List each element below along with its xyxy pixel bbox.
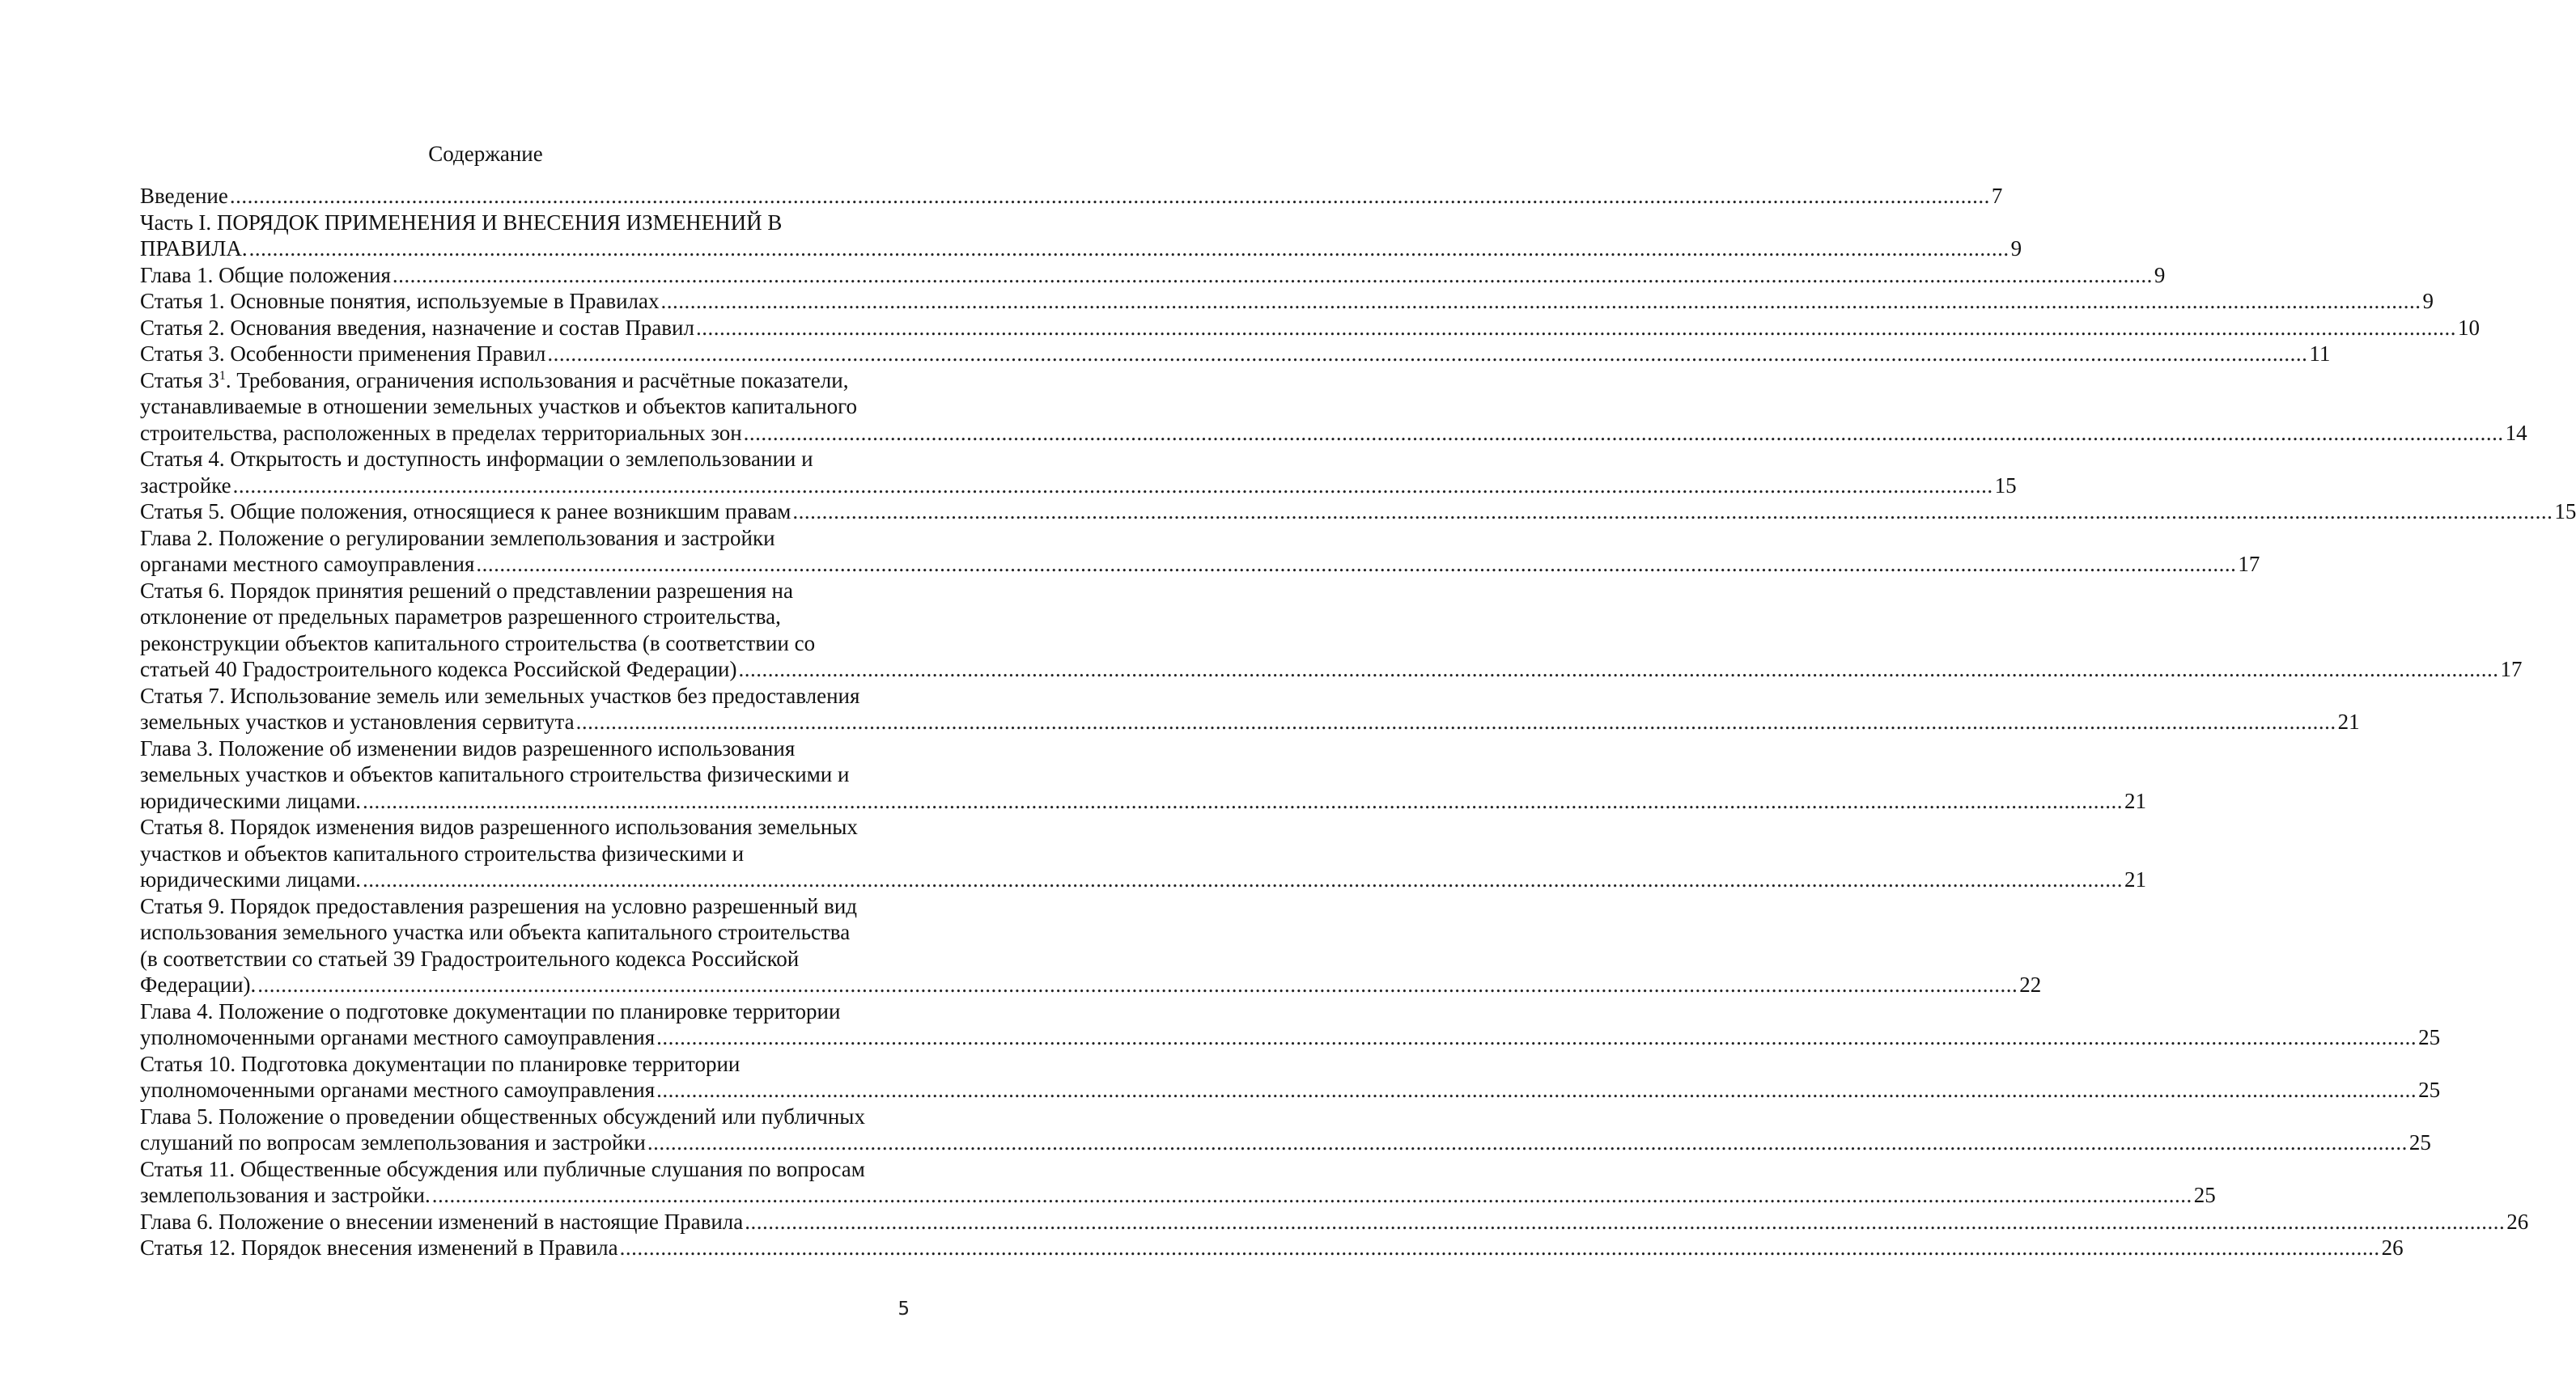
dot-leader: ............................................................................................................................................................................................................................................................................................................ bbox=[392, 262, 2153, 287]
toc-entry-last-line bbox=[140, 420, 2527, 447]
toc-page-number: 26 bbox=[2381, 1235, 2404, 1260]
toc-page-number: 25 bbox=[2408, 1130, 2431, 1155]
toc-entry-text: Глава 1. Общие положения bbox=[140, 262, 391, 287]
toc-entry-text: Статья 3. Особенности применения Правил bbox=[140, 341, 546, 366]
toc-entry-text: ПРАВИЛА. bbox=[140, 236, 248, 261]
toc-entry-line: Статья 9. Порядок предоставления разрешения на условно разрешенный вид bbox=[140, 893, 858, 918]
dot-leader: ............................................................................................................................................................................................................................................................................................................ bbox=[363, 867, 2124, 892]
toc-entry-line: Глава 5. Положение о проведении общественных обсуждений или публичных bbox=[140, 1104, 865, 1129]
toc-entry-text: Введение bbox=[140, 184, 228, 208]
toc-entry bbox=[140, 210, 2022, 262]
toc-entry-line: отклонение от предельных параметров разрешенного строительства, bbox=[140, 604, 781, 629]
toc-page-number: 25 bbox=[2418, 1078, 2441, 1102]
toc-entry-text: землепользования и застройки. bbox=[140, 1183, 431, 1207]
toc-entry-last-line bbox=[140, 315, 2480, 341]
dot-leader: ............................................................................................................................................................................................................................................................................................................ bbox=[619, 1235, 2380, 1260]
dot-leader: ............................................................................................................................................................................................................................................................................................................ bbox=[743, 420, 2504, 445]
toc-entry-last-line bbox=[140, 288, 2434, 315]
toc-entry bbox=[140, 1051, 2441, 1104]
toc-entry-last-line bbox=[140, 1182, 2216, 1209]
toc-entry-text: Глава 6. Положение о внесении изменений в настоящие Правила bbox=[140, 1209, 744, 1234]
dot-leader: ............................................................................................................................................................................................................................................................................................................ bbox=[656, 1078, 2417, 1102]
toc-entry-line: Статья 8. Порядок изменения видов разрешенного использования земельных bbox=[140, 815, 858, 839]
toc-entry-last-line bbox=[140, 183, 2003, 210]
toc-entry-line: Статья 10. Подготовка документации по планировке территории bbox=[140, 1051, 741, 1076]
toc-page-number: 10 bbox=[2457, 315, 2480, 340]
toc-entry-line: Статья 6. Порядок принятия решений о представлении разрешения на bbox=[140, 578, 793, 603]
toc-page-number: 15 bbox=[2554, 499, 2576, 523]
dot-leader: ............................................................................................................................................................................................................................................................................................................ bbox=[738, 657, 2499, 681]
toc-entry bbox=[140, 578, 2523, 683]
toc-entry-last-line bbox=[140, 341, 2331, 367]
toc-entry bbox=[140, 288, 2434, 315]
toc-page-number: 9 bbox=[2422, 289, 2434, 313]
toc-entry-last-line bbox=[140, 867, 2147, 893]
toc-entry-line: Глава 3. Положение об изменении видов разрешенного использования bbox=[140, 735, 796, 761]
toc-entry-last-line bbox=[140, 1077, 2441, 1104]
dot-leader: ............................................................................................................................................................................................................................................................................................................ bbox=[257, 973, 2018, 997]
toc-entry-line: использования земельного участка или объекта капитального строительства bbox=[140, 920, 851, 944]
toc-page-number: 9 bbox=[2010, 236, 2022, 261]
toc-entry-text: уполномоченными органами местного самоуправления bbox=[140, 1078, 656, 1102]
toc-entry-line: Статья 7. Использование земель или земельных участков без предоставления bbox=[140, 683, 860, 708]
toc-entry bbox=[140, 446, 2017, 498]
dot-leader: ............................................................................................................................................................................................................................................................................................................ bbox=[792, 499, 2553, 523]
toc-page-number: 17 bbox=[2238, 552, 2260, 576]
toc-entry bbox=[140, 315, 2480, 341]
toc-page-number: 22 bbox=[2019, 973, 2042, 997]
dot-leader: ............................................................................................................................................................................................................................................................................................................ bbox=[363, 788, 2124, 813]
toc-entry bbox=[140, 1209, 2529, 1235]
toc-entry-text: земельных участков и установления сервитута bbox=[140, 710, 575, 734]
dot-leader: ............................................................................................................................................................................................................................................................................................................ bbox=[656, 1025, 2417, 1049]
toc-entry-text: юридическими лицами. bbox=[140, 867, 362, 892]
toc-entry-text: слушаний по вопросам землепользования и застройки bbox=[140, 1130, 646, 1155]
toc-page-number: 14 bbox=[2505, 420, 2527, 445]
dot-leader: ............................................................................................................................................................................................................................................................................................................ bbox=[647, 1130, 2408, 1155]
toc-entry-last-line bbox=[140, 788, 2147, 815]
toc-entry-line: Статья $3^1$. Требования, ограничения использования и расчётные показатели, bbox=[140, 367, 849, 392]
toc-page-number: 17 bbox=[2500, 657, 2523, 681]
toc-entry bbox=[140, 341, 2331, 367]
toc-entry-text: юридическими лицами. bbox=[140, 788, 362, 813]
dot-leader: ............................................................................................................................................................................................................................................................................................................ bbox=[660, 289, 2421, 313]
toc-entry-line: Статья 11. Общественные обсуждения или публичные слушания по вопросам bbox=[140, 1156, 865, 1181]
toc-entry-text: Статья 12. Порядок внесения изменений в Правила bbox=[140, 1235, 618, 1260]
toc-page-number: 21 bbox=[2124, 867, 2147, 892]
toc-page-number: 26 bbox=[2506, 1209, 2529, 1234]
toc-page-number: 11 bbox=[2309, 341, 2331, 366]
toc-title: Содержание bbox=[428, 142, 543, 166]
toc-entry-last-line bbox=[140, 656, 2523, 683]
toc-page-number: 25 bbox=[2193, 1183, 2216, 1207]
toc-page-number: 9 bbox=[2154, 262, 2166, 287]
dot-leader: ............................................................................................................................................................................................................................................................................................................ bbox=[575, 710, 2336, 734]
toc-entry-text: Статья 5. Общие положения, относящиеся к ранее возникшим правам bbox=[140, 499, 791, 523]
toc-entry bbox=[140, 367, 2527, 447]
toc-entry bbox=[140, 262, 2166, 289]
page-number: 5 bbox=[898, 1299, 910, 1320]
toc-entry-text: Федерации). bbox=[140, 973, 257, 997]
dot-leader: ............................................................................................................................................................................................................................................................................................................ bbox=[745, 1209, 2506, 1234]
toc-entry-line: участков и объектов капитального строительства физическими и bbox=[140, 841, 745, 866]
toc-entry bbox=[140, 498, 2576, 525]
toc-entry-text: статьей 40 Градостроительного кодекса Российской Федерации) bbox=[140, 657, 737, 681]
dot-leader: ............................................................................................................................................................................................................................................................................................................ bbox=[547, 341, 2308, 366]
dot-leader: ............................................................................................................................................................................................................................................................................................................ bbox=[248, 236, 2009, 261]
toc-entry bbox=[140, 814, 2147, 893]
toc-entry bbox=[140, 683, 2360, 735]
toc-entry bbox=[140, 1104, 2431, 1156]
dot-leader: ............................................................................................................................................................................................................................................................................................................ bbox=[431, 1183, 2192, 1207]
toc-entry bbox=[140, 893, 2042, 998]
toc-entry-line: Глава 2. Положение о регулировании землепользования и застройки bbox=[140, 525, 775, 550]
toc-entry-line: реконструкции объектов капитального строительства (в соответствии со bbox=[140, 630, 816, 655]
dot-leader: ............................................................................................................................................................................................................................................................................................................ bbox=[229, 184, 1990, 208]
toc-entry-last-line bbox=[140, 972, 2042, 998]
toc-entry-last-line bbox=[140, 1235, 2404, 1261]
toc-entry-last-line bbox=[140, 1129, 2431, 1156]
toc-entry bbox=[140, 1156, 2216, 1209]
toc-entry bbox=[140, 525, 2260, 578]
toc-entry bbox=[140, 735, 2147, 815]
toc-entry-line: земельных участков и объектов капитального строительства физическими и bbox=[140, 762, 850, 786]
toc-page-number: 7 bbox=[1991, 184, 2003, 208]
toc-page-number: 15 bbox=[1994, 472, 2017, 498]
toc-entry-text: органами местного самоуправления bbox=[140, 552, 475, 576]
toc-entry-line: Статья 4. Открытость и доступность информации о землепользовании и bbox=[140, 447, 813, 471]
toc-entry-last-line bbox=[140, 1209, 2529, 1235]
toc-entry-text: строительства, расположенных в пределах территориальных зон bbox=[140, 420, 742, 445]
toc-entry-text: Статья 1. Основные понятия, используемые в Правилах bbox=[140, 289, 660, 313]
toc-entry-last-line bbox=[140, 498, 2576, 525]
toc-entry-last-line bbox=[140, 235, 2022, 262]
toc-entry-text: застройке bbox=[140, 472, 231, 498]
table-of-contents bbox=[140, 183, 2576, 1261]
toc-entry-last-line bbox=[140, 1024, 2441, 1051]
toc-entry-line: (в соответствии со статьей 39 Градостроительного кодекса Российской bbox=[140, 946, 800, 971]
toc-entry-text: Статья 2. Основания введения, назначение и состав Правил bbox=[140, 315, 694, 340]
toc-entry-last-line bbox=[140, 709, 2360, 735]
toc-entry-line: Глава 4. Положение о подготовке документации по планировке территории bbox=[140, 998, 841, 1023]
toc-page-number: 21 bbox=[2124, 788, 2147, 813]
toc-entry bbox=[140, 998, 2441, 1051]
toc-page-number: 21 bbox=[2337, 710, 2360, 734]
toc-entry-last-line bbox=[140, 472, 2017, 499]
toc-entry-text: уполномоченными органами местного самоуправления bbox=[140, 1025, 656, 1049]
dot-leader: ............................................................................................................................................................................................................................................................................................................ bbox=[695, 315, 2456, 340]
toc-entry-line: устанавливаемые в отношении земельных участков и объектов капитального bbox=[140, 394, 858, 418]
toc-entry-last-line bbox=[140, 262, 2166, 289]
dot-leader: ............................................................................................................................................................................................................................................................................................................ bbox=[476, 552, 2237, 576]
toc-entry-line: Часть I. ПОРЯДОК ПРИМЕНЕНИЯ И ВНЕСЕНИЯ ИЗМЕНЕНИЙ В bbox=[140, 210, 783, 235]
dot-leader: ............................................................................................................................................................................................................................................................................................................ bbox=[232, 472, 1993, 498]
toc-entry-last-line bbox=[140, 551, 2260, 578]
toc-page-number: 25 bbox=[2418, 1025, 2441, 1049]
toc-entry bbox=[140, 1235, 2404, 1261]
toc-entry bbox=[140, 183, 2003, 210]
